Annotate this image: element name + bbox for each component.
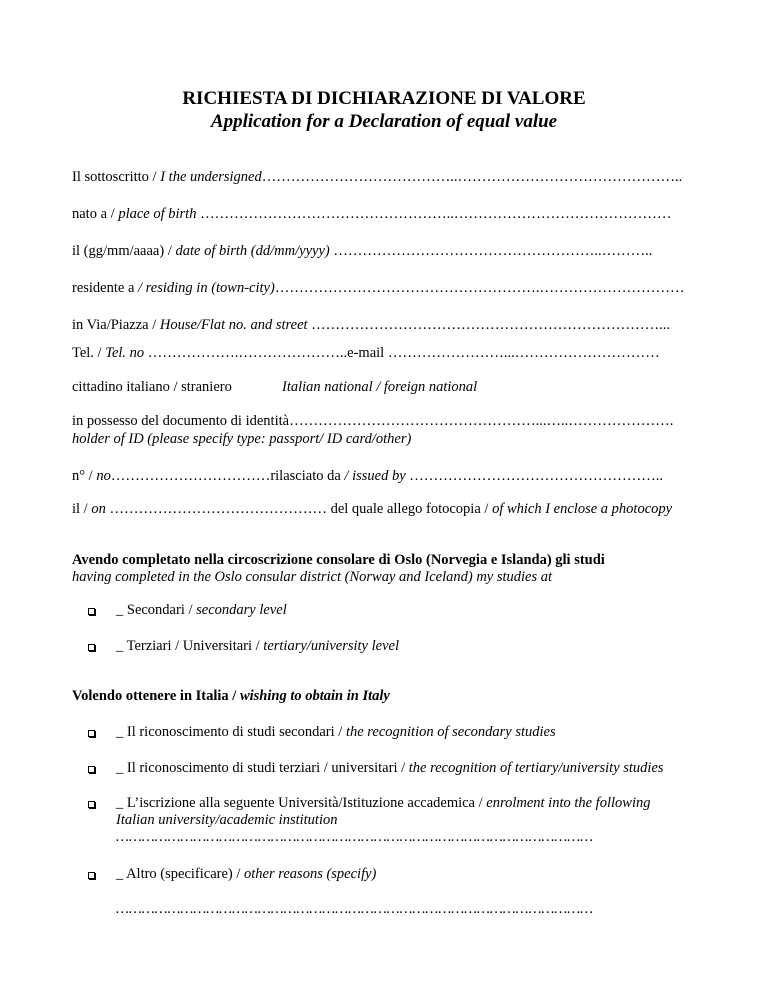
option-label-it: _ L’iscrizione alla seguente Università/Istituzione accademica / [116, 795, 487, 811]
obtain-heading-it: Volendo ottenere in Italia / [72, 688, 240, 704]
fill-dots: ……………………………rilasciato da [110, 468, 345, 484]
field-nationality[interactable] [72, 379, 232, 396]
label-en: House/Flat no. and street [159, 317, 308, 333]
studies-heading: Avendo completato nella circoscrizione consolare di Oslo (Norvegia e Islanda) gli studi [72, 552, 605, 568]
option-label-en: the recognition of tertiary/university studies [408, 760, 664, 776]
option-enrolment-en-cont: Italian university/academic institution [116, 812, 338, 828]
option-secondary [116, 602, 287, 619]
option-enrolment [116, 795, 650, 812]
option-label-en: enrolment into the following [486, 795, 651, 811]
option-label-en: tertiary/university level [263, 638, 399, 654]
checkbox-other[interactable] [88, 872, 95, 879]
option-label-it: _ Terziari / Universitari / [116, 638, 264, 654]
label-it: cittadino italiano / straniero [72, 379, 232, 395]
checkbox-secondary[interactable] [88, 608, 95, 615]
label-it: n° / [72, 468, 97, 484]
label-it: Il sottoscritto / [72, 169, 161, 185]
option-recognition-secondary [116, 724, 556, 741]
obtain-heading [72, 688, 390, 705]
label-it: Tel. / [72, 345, 106, 361]
label-id-document-en: holder of ID (please specify type: passport/ ID card/other) [72, 431, 412, 447]
field-birthdate[interactable] [72, 243, 652, 260]
field-street[interactable] [72, 317, 670, 334]
option-label-en: the recognition of secondary studies [345, 724, 556, 740]
option-other [116, 866, 376, 883]
label-issued-by: / issued by [344, 468, 406, 484]
option-label-en: secondary level [196, 602, 287, 618]
fill-dots: ………………………………………………..……….. [329, 243, 653, 259]
field-issue-date[interactable] [72, 501, 672, 518]
checkbox-tertiary[interactable] [88, 644, 95, 651]
option-label-it: _ Secondari / [116, 602, 197, 618]
label-it: in possesso del documento di identità……………………………………………...…..…………………. [72, 413, 674, 429]
label-it: il / [72, 501, 92, 517]
enrolment-fill-dots[interactable]: ………………………………………………………………………………………………… [116, 829, 594, 845]
option-label-it: _ Altro (specificare) / [116, 866, 245, 882]
field-tel-email[interactable] [72, 345, 660, 362]
label-en: I the undersigned [160, 169, 262, 185]
label-en: place of birth [118, 206, 197, 222]
option-label-it: _ Il riconoscimento di studi secondari / [116, 724, 346, 740]
field-birthplace[interactable] [72, 206, 671, 223]
label-photocopy: of which I enclose a photocopy [492, 501, 673, 517]
label-en: Tel. no [105, 345, 145, 361]
checkbox-recognition-tertiary[interactable] [88, 766, 95, 773]
option-label-it: _ Il riconoscimento di studi terziari / universitari / [116, 760, 409, 776]
other-fill-dots[interactable]: ………………………………………………………………………………………………… [116, 901, 594, 917]
page-title: RICHIESTA DI DICHIARAZIONE DI VALORE [182, 88, 586, 109]
option-label-en: other reasons (specify) [244, 866, 377, 882]
field-undersigned[interactable] [72, 169, 682, 186]
checkbox-enrolment[interactable] [88, 801, 95, 808]
label-it: in Via/Piazza / [72, 317, 160, 333]
studies-heading-en: having completed in the Oslo consular district (Norway and Iceland) my studies at [72, 569, 553, 585]
option-tertiary [116, 638, 399, 655]
fill-dots: ……………….…………………..e-mail ……………………...………………………… [144, 345, 660, 361]
obtain-heading-en: wishing to obtain in Italy [239, 688, 390, 704]
fill-dots: ………………………………………………………………... [307, 317, 671, 333]
checkbox-recognition-secondary[interactable] [88, 730, 95, 737]
label-nationality-en: Italian national / foreign national [282, 379, 478, 395]
option-recognition-tertiary [116, 760, 664, 777]
fill-dots: ……………………………………………..……………………………………… [196, 206, 672, 222]
page-subtitle: Application for a Declaration of equal value [210, 111, 558, 132]
label-it: il (gg/mm/aaaa) / [72, 243, 176, 259]
label-en: date of birth (dd/mm/yyyy) [175, 243, 330, 259]
label-en: on [91, 501, 106, 517]
label-it: residente a [72, 280, 139, 296]
label-en: / residing in (town-city) [138, 280, 275, 296]
label-en: no [96, 468, 111, 484]
field-id-number[interactable] [72, 468, 663, 485]
field-residence[interactable] [72, 280, 684, 297]
fill-dots-2: …………………………………………….. [405, 468, 664, 484]
field-id-document[interactable] [72, 413, 673, 430]
fill-dots: ……………………………………… del quale allego fotocopia / [105, 501, 493, 517]
fill-dots: …………………………………..……………………………………….. [261, 169, 683, 185]
label-it: nato a / [72, 206, 119, 222]
fill-dots: ……………………………………………….………………………… [274, 280, 685, 296]
